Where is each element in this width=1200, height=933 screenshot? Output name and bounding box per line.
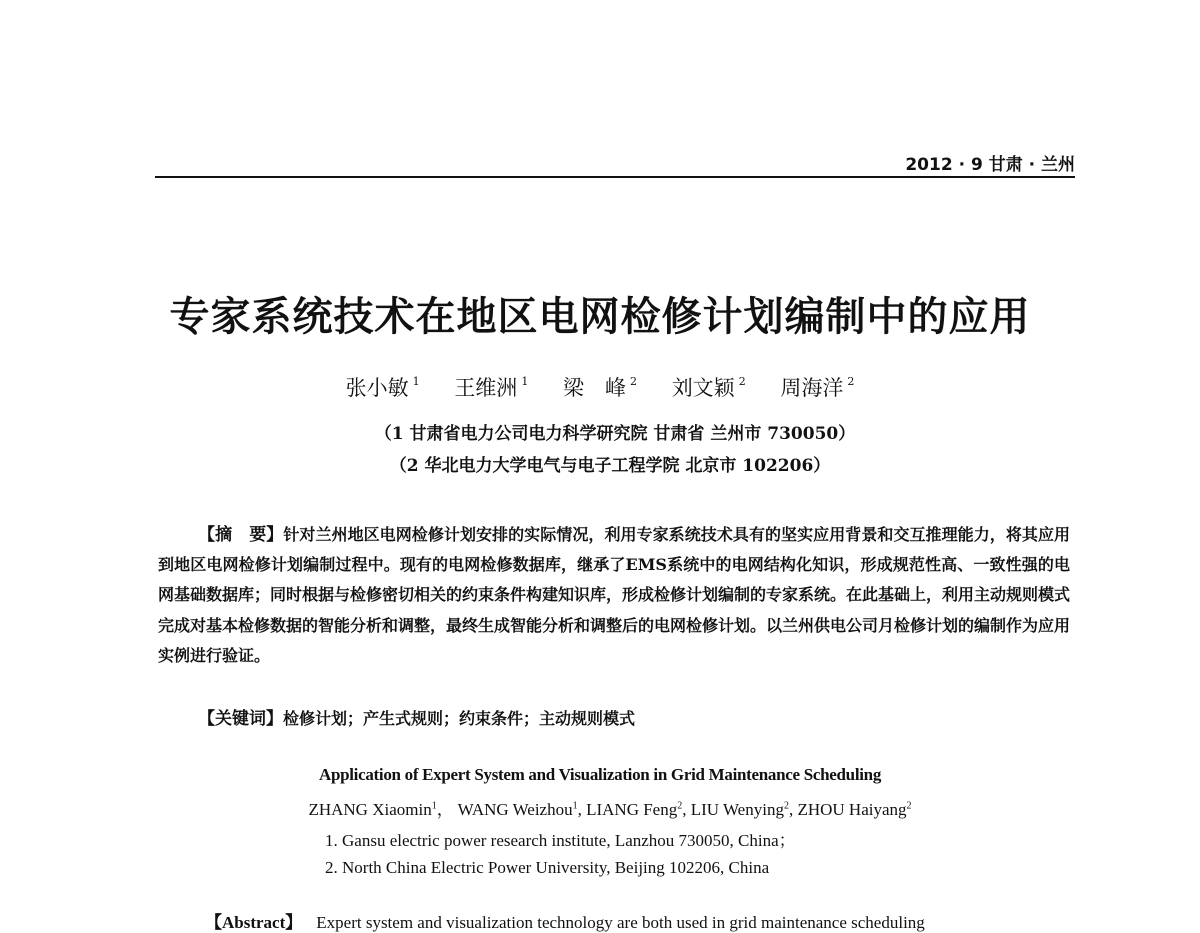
authors-cn — [0, 372, 1200, 402]
affiliation-en-2: 2. North China Electric Power University, Beijing 102206, China — [325, 858, 770, 877]
abstract-en — [205, 908, 1065, 933]
affiliation-en-1: 1. Gansu electric power research institute, Lanzhou 730050, China； — [325, 831, 796, 850]
affiliation-cn-2: （2 华北电力大学电气与电子工程学院 北京市 102206） — [389, 456, 831, 476]
author-cn: 王维洲 $^1$ — [454, 375, 529, 400]
author-cn: 张小敏 $^1$ — [345, 375, 420, 400]
paper-title-en: Application of Expert System and Visualization in Grid Maintenance Scheduling — [318, 765, 882, 784]
keywords-cn-label: 【关键词】 — [198, 709, 283, 729]
keywords-cn-text: 检修计划；产生式规则；约束条件；主动规则模式 — [283, 709, 636, 728]
abstract-cn-label: 【摘 要】 — [198, 525, 284, 545]
author-en: LIU Wenying$^2$, — [690, 800, 798, 819]
author-en: WANG Weizhou$^1$, — [457, 800, 587, 819]
paper-title-cn: 专家系统技术在地区电网检修计划编制中的应用 — [169, 294, 1031, 340]
authors-en — [0, 795, 1200, 820]
affiliation-cn-1: （1 甘肃省电力公司电力科学研究院 甘肃省 兰州市 730050） — [374, 424, 856, 444]
journal-issue: 2012 · 9 甘肃 · 兰州 — [905, 155, 1075, 175]
author-en: ZHOU Haiyang$^2$ — [797, 800, 912, 819]
author-en: ZHANG Xiaomin$^1$， — [308, 800, 454, 819]
author-cn: 周海洋 $^2$ — [780, 375, 855, 400]
abstract-en-label: 【Abstract】 — [205, 913, 303, 932]
abstract-en-text: Expert system and visualization technology are both used in grid maintenance scheduling — [316, 913, 925, 932]
keywords-cn — [198, 704, 1068, 729]
abstract-cn-text: 针对兰州地区电网检修计划安排的实际情况，利用专家系统技术具有的坚实应用背景和交互推理能力，将其应用到地区电网检修计划编制过程中。现有的电网检修数据库，继承了EMS系统中的电网结构化知识，形成规范性高、一致性强的电网基础数据库；同时根据与检修密切相关的约束条件构建知识库，形成检修计划编制的专家系统。在此基础上，利用主动规则模式完成对基本检修数据的智能分析和调整，最终生成智能分析和调整后的电网检修计划。以兰州供电公司月检修计划的编制作为应用实例进行验证。 — [158, 525, 1071, 665]
author-cn: 梁 峰 $^2$ — [563, 375, 637, 400]
author-en: LIANG Feng$^2$, — [586, 800, 691, 819]
abstract-cn — [158, 520, 1070, 671]
author-cn: 刘文颖 $^2$ — [671, 375, 746, 400]
